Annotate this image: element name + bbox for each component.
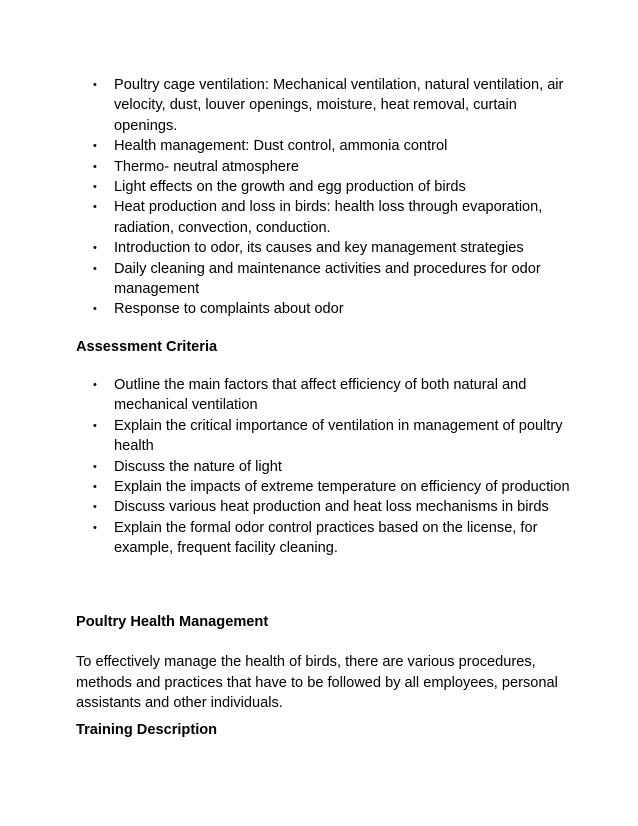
list-item-text: Explain the critical importance of ventilation in management of poultry health <box>114 417 563 455</box>
assessment-criteria-heading: Assessment Criteria <box>76 339 218 355</box>
list-item <box>93 136 573 156</box>
list-item-text: Outline the main factors that affect efficiency of both natural and mechanical ventilation <box>114 377 527 414</box>
list-item-text: Heat production and loss in birds: health loss through evaporation, radiation, convection, conduction. <box>114 199 543 236</box>
health-management-paragraph: To effectively manage the health of birds, there are various procedures, methods and practices that have to be followed by all employees, personal assistants and other individuals. <box>76 654 558 712</box>
list-item <box>93 259 573 300</box>
bullet-icon: • <box>93 379 97 391</box>
list-item <box>93 299 573 319</box>
bullet-icon: • <box>93 419 97 432</box>
list-item <box>93 375 573 416</box>
list-item <box>93 177 573 197</box>
list-item-text: Discuss various heat production and heat loss mechanisms in birds <box>114 499 549 516</box>
list-item <box>93 75 573 136</box>
list-item-text: Health management: Dust control, ammonia control <box>114 138 448 155</box>
list-item <box>93 457 573 477</box>
bullet-icon: • <box>93 481 97 494</box>
bullet-icon: • <box>93 303 97 316</box>
list-item-text: Light effects on the growth and egg production of birds <box>114 179 466 196</box>
list-item <box>93 416 573 457</box>
bullet-icon: • <box>93 521 97 534</box>
list-item <box>93 477 573 497</box>
list-item <box>93 518 573 559</box>
list-item-text: Discuss the nature of light <box>114 458 282 475</box>
bullet-icon: • <box>93 501 97 514</box>
assessment-criteria-list <box>93 375 573 559</box>
bullet-icon: • <box>93 181 97 194</box>
list-item-text: Thermo- neutral atmosphere <box>114 158 299 175</box>
bullet-icon: • <box>93 262 97 275</box>
poultry-health-management-heading: Poultry Health Management <box>76 614 269 630</box>
bullet-icon: • <box>93 79 97 91</box>
list-item-text: Introduction to odor, its causes and key management strategies <box>114 240 524 257</box>
bullet-icon: • <box>93 201 97 214</box>
bullet-icon: • <box>93 460 97 473</box>
bullet-icon: • <box>93 242 97 255</box>
list-item-text: Explain the formal odor control practices based on the license, for example, frequent facility cleaning. <box>114 519 538 557</box>
topics-list <box>93 75 573 320</box>
list-item-text: Daily cleaning and maintenance activities and procedures for odor management <box>114 260 541 298</box>
list-item <box>93 238 573 258</box>
bullet-icon: • <box>93 160 97 173</box>
list-item <box>93 157 573 177</box>
list-item-text: Explain the impacts of extreme temperature on efficiency of production <box>114 479 570 496</box>
list-item <box>93 497 573 517</box>
list-item <box>93 197 573 238</box>
list-item-text: Response to complaints about odor <box>114 301 344 318</box>
list-item-text: Poultry cage ventilation: Mechanical ventilation, natural ventilation, air velocity, dust, louver openings, moisture, heat removal, curtain openings. <box>114 77 564 134</box>
bullet-icon: • <box>93 140 97 153</box>
training-description-heading: Training Description <box>76 722 218 738</box>
